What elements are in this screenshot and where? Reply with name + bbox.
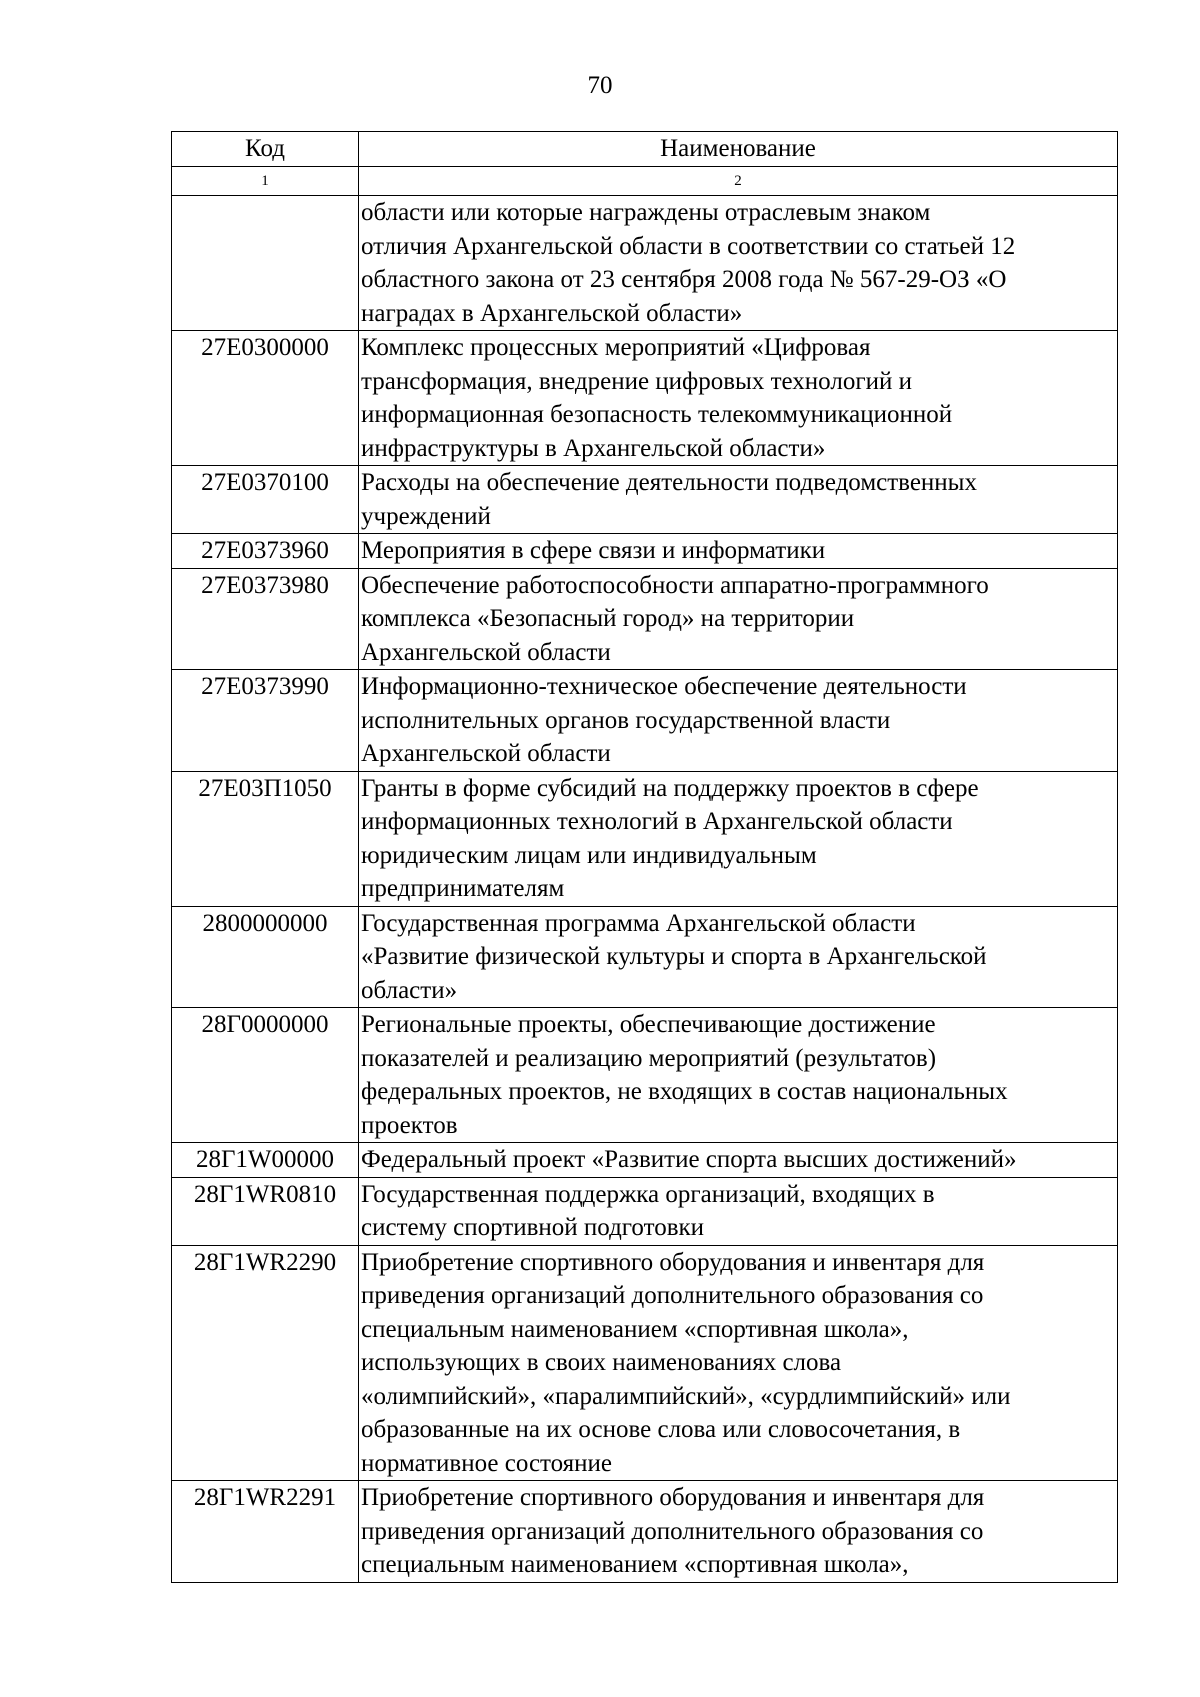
name-line: Приобретение спортивного оборудования и инвентаря для	[361, 1248, 985, 1276]
name-line: Региональные проекты, обеспечивающие достижение	[361, 1011, 936, 1038]
name-line: специальным наименованием «спортивная школа»,	[361, 1315, 909, 1343]
table-row	[172, 196, 1118, 331]
name-line: исполнительных органов государственной власти	[361, 706, 891, 734]
name-cell	[359, 534, 1118, 569]
table-row	[172, 906, 1118, 1008]
name-line: юридическим лицам или индивидуальным	[361, 841, 817, 869]
name-cell	[359, 670, 1118, 772]
code-cell: 27Е0370100	[172, 466, 359, 534]
name-line: Приобретение спортивного оборудования и инвентаря для	[361, 1484, 985, 1511]
name-line: систему спортивной подготовки	[361, 1214, 705, 1241]
code-cell: 28Г1WR2290	[172, 1245, 359, 1481]
name-line: Мероприятия в сфере связи и информатики	[361, 537, 826, 564]
table-row	[172, 1245, 1118, 1481]
table-row	[172, 568, 1118, 670]
table-row	[172, 466, 1118, 534]
budget-code-table	[171, 131, 1118, 1583]
code-cell: 27Е0373980	[172, 568, 359, 670]
name-line: «Развитие физической культуры и спорта в Архангельской	[361, 943, 987, 970]
code-cell: 28Г1WR2291	[172, 1481, 359, 1583]
name-line: информационных технологий в Архангельской области	[361, 808, 953, 835]
header-name: Наименование	[359, 132, 1118, 167]
column-number-name: 2	[359, 167, 1118, 196]
code-cell: 28Г1WR0810	[172, 1177, 359, 1245]
table-row	[172, 534, 1118, 569]
name-cell	[359, 466, 1118, 534]
code-cell: 27Е0373960	[172, 534, 359, 569]
name-line: образованные на их основе слова или словосочетания, в	[361, 1416, 961, 1443]
code-cell	[172, 196, 359, 331]
name-line: нормативное состояние	[361, 1449, 613, 1477]
column-number-code: 1	[172, 167, 359, 196]
name-line: Обеспечение работоспособности аппаратно-программного	[361, 571, 989, 599]
table-row	[172, 1143, 1118, 1178]
name-line: Федеральный проект «Развитие спорта высших достижений»	[361, 1146, 1017, 1173]
name-cell	[359, 1481, 1118, 1583]
name-line: Государственная поддержка организаций, входящих в	[361, 1180, 935, 1208]
name-line: «олимпийский», «паралимпийский», «сурдлимпийский» или	[361, 1382, 1011, 1410]
code-cell: 27Е0300000	[172, 331, 359, 466]
code-cell: 27Е03П1050	[172, 771, 359, 906]
name-cell	[359, 331, 1118, 466]
name-line: области или которые награждены отраслевым знаком	[361, 199, 931, 226]
name-line: Комплекс процессных мероприятий «Цифровая	[361, 334, 871, 361]
name-line: Гранты в форме субсидий на поддержку проектов в сфере	[361, 774, 979, 802]
table-row	[172, 1177, 1118, 1245]
name-cell	[359, 771, 1118, 906]
name-cell	[359, 1245, 1118, 1481]
name-line: трансформация, внедрение цифровых технологий и	[361, 367, 912, 395]
name-line: предпринимателям	[361, 875, 565, 902]
name-line: использующих в своих наименованиях слова	[361, 1349, 842, 1376]
name-line: Расходы на обеспечение деятельности подведомственных	[361, 469, 977, 496]
name-line: Архангельской области	[361, 638, 611, 666]
table-header-row	[172, 132, 1118, 167]
table-row	[172, 1481, 1118, 1583]
name-line: комплекса «Безопасный город» на территории	[361, 605, 855, 632]
table-row	[172, 670, 1118, 772]
name-cell	[359, 1008, 1118, 1143]
name-line: проектов	[361, 1111, 458, 1139]
table-row	[172, 1008, 1118, 1143]
name-cell	[359, 1177, 1118, 1245]
column-number-row	[172, 167, 1118, 196]
name-line: специальным наименованием «спортивная школа»,	[361, 1551, 909, 1578]
code-cell: 28Г0000000	[172, 1008, 359, 1143]
name-line: областного закона от 23 сентября 2008 года № 567-29-ОЗ «О	[361, 266, 1007, 293]
name-line: приведения организаций дополнительного образования со	[361, 1517, 984, 1545]
header-code: Код	[172, 132, 359, 167]
name-line: учреждений	[361, 502, 491, 530]
table-row	[172, 331, 1118, 466]
name-cell	[359, 196, 1118, 331]
name-line: Информационно-техническое обеспечение деятельности	[361, 673, 967, 700]
name-line: инфраструктуры в Архангельской области»	[361, 434, 826, 462]
name-line: показателей и реализацию мероприятий (результатов)	[361, 1044, 937, 1072]
name-cell	[359, 906, 1118, 1008]
name-line: отличия Архангельской области в соответствии со статьей 12	[361, 232, 1016, 260]
name-cell	[359, 568, 1118, 670]
name-line: области»	[361, 976, 458, 1004]
table-body	[172, 132, 1118, 1583]
name-line: наградах в Архангельской области»	[361, 299, 743, 327]
name-line: федеральных проектов, не входящих в состав национальных	[361, 1078, 1008, 1105]
page-number: 70	[587, 72, 613, 99]
name-line: приведения организаций дополнительного образования со	[361, 1282, 984, 1309]
name-cell	[359, 1143, 1118, 1178]
code-cell: 27Е0373990	[172, 670, 359, 772]
code-cell: 28Г1W00000	[172, 1143, 359, 1178]
table-row	[172, 771, 1118, 906]
code-cell: 2800000000	[172, 906, 359, 1008]
name-line: информационная безопасность телекоммуникационной	[361, 401, 953, 428]
name-line: Государственная программа Архангельской области	[361, 909, 916, 937]
name-line: Архангельской области	[361, 740, 611, 767]
